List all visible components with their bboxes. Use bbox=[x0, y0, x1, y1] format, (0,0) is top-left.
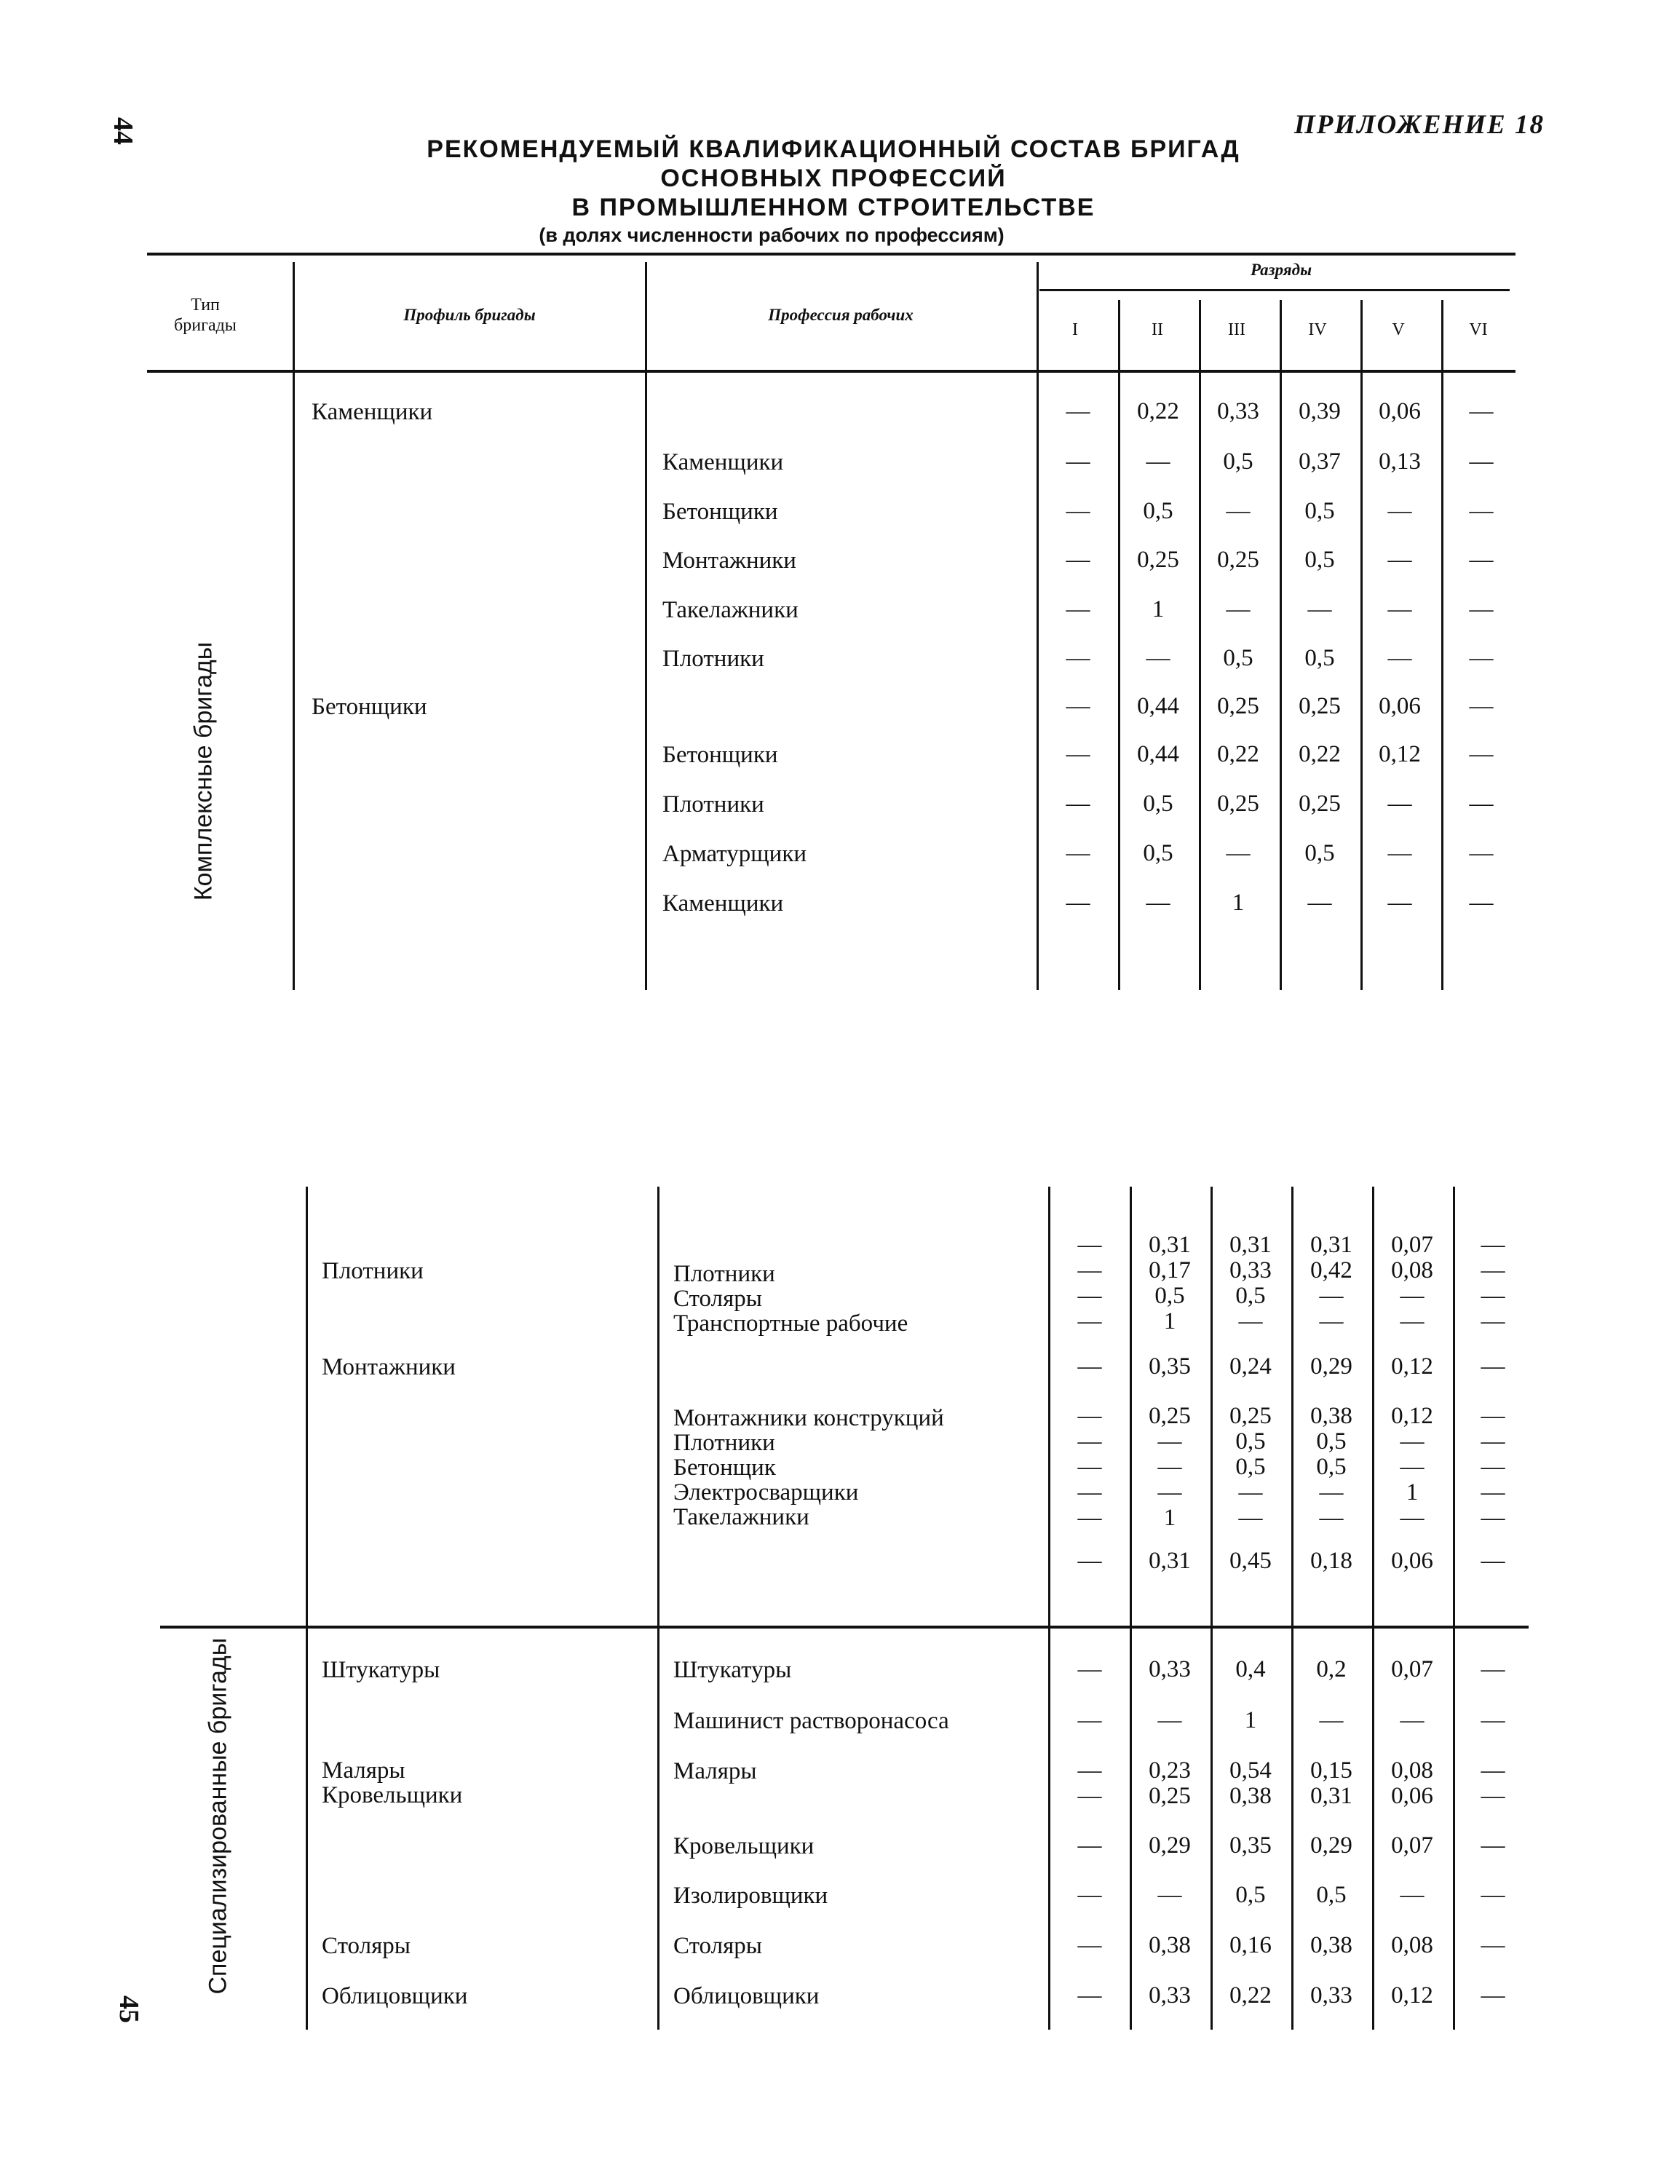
cell-grade-4: 0,5 bbox=[1316, 1882, 1347, 1908]
cell-grade-3: 0,45 bbox=[1229, 1548, 1272, 1574]
cell-value: 0,31 bbox=[1310, 1232, 1352, 1258]
list-item: Электросварщики bbox=[673, 1479, 859, 1506]
col-rule bbox=[657, 1187, 659, 2030]
cell-value: — bbox=[1481, 1428, 1505, 1455]
cell-grade-1: — bbox=[1077, 1832, 1102, 1859]
cell-grade-5: — bbox=[1387, 890, 1412, 916]
cell-value: — bbox=[1077, 1479, 1102, 1506]
list-item: Монтажники конструкций bbox=[673, 1405, 944, 1431]
cell-grade-6: — bbox=[1481, 1932, 1505, 1958]
col-rule bbox=[293, 262, 295, 990]
cell-grade-4: 0,39 bbox=[1299, 398, 1341, 424]
cell-value: 1 bbox=[1163, 1308, 1176, 1334]
cell-value: — bbox=[1157, 1428, 1182, 1455]
cell-grade-6 bbox=[1460, 1758, 1526, 1809]
cell-value: — bbox=[1077, 1308, 1102, 1334]
cell-value: 0,06 bbox=[1391, 1783, 1433, 1809]
cell-grade-5: 0,12 bbox=[1391, 1353, 1433, 1380]
cell-grade-5: — bbox=[1387, 645, 1412, 671]
cell-value: 0,31 bbox=[1229, 1232, 1272, 1258]
cell-grade-3: 0,33 bbox=[1217, 398, 1259, 424]
cell-value: 0,5 bbox=[1316, 1454, 1347, 1480]
cell-grade-3: 0,4 bbox=[1235, 1656, 1266, 1682]
cell-value: — bbox=[1077, 1428, 1102, 1455]
cell-grade-3: 0,22 bbox=[1217, 741, 1259, 767]
cell-grade-6 bbox=[1460, 1404, 1526, 1531]
cell-grade-6: — bbox=[1481, 1353, 1505, 1380]
title-line-1: РЕКОМЕНДУЕМЫЙ КВАЛИФИКАЦИОННЫЙ СОСТАВ БРИГАД bbox=[427, 135, 1240, 163]
header-grade-5: V bbox=[1392, 320, 1405, 339]
cell-value: 0,23 bbox=[1149, 1757, 1191, 1784]
cell-grade-2: — bbox=[1157, 1707, 1182, 1733]
table-row-profile: Штукатуры bbox=[322, 1657, 440, 1683]
cell-grade-4: 0,5 bbox=[1304, 840, 1335, 866]
cell-grade-5 bbox=[1379, 1233, 1445, 1334]
cell-grade-5: — bbox=[1400, 1882, 1425, 1908]
cell-grade-3: 0,35 bbox=[1229, 1832, 1272, 1859]
cell-grade-4: 0,33 bbox=[1310, 1982, 1352, 2009]
list-item: Маляры bbox=[322, 1757, 405, 1784]
cell-grade-2: 1 bbox=[1152, 596, 1165, 622]
page-number-top: 44 bbox=[108, 117, 138, 145]
cell-value: 0,12 bbox=[1391, 1403, 1433, 1429]
cell-grade-6: — bbox=[1481, 1982, 1505, 2009]
cell-grade-4: 0,5 bbox=[1304, 645, 1335, 671]
cell-value: 0,5 bbox=[1154, 1283, 1185, 1309]
cell-value: 0,38 bbox=[1229, 1783, 1272, 1809]
cell-value: 0,08 bbox=[1391, 1757, 1433, 1784]
grades-rule bbox=[1039, 289, 1510, 291]
cell-grade-6: — bbox=[1469, 448, 1494, 475]
cell-value: — bbox=[1077, 1257, 1102, 1283]
cell-grade-4: 0,22 bbox=[1299, 741, 1341, 767]
table-row-profession: Машинист растворонасоса bbox=[673, 1708, 949, 1734]
table-row-profile: Монтажники bbox=[322, 1354, 456, 1380]
title-line-3: В ПРОМЫШЛЕННОМ СТРОИТЕЛЬСТВЕ bbox=[571, 194, 1095, 221]
col-rule bbox=[1211, 1187, 1213, 2030]
cell-grade-4: 0,18 bbox=[1310, 1548, 1352, 1574]
header-type: Тип бригады bbox=[174, 296, 237, 335]
cell-grade-5: 0,06 bbox=[1391, 1548, 1433, 1574]
cell-value: — bbox=[1481, 1283, 1505, 1309]
cell-grade-5: 0,07 bbox=[1391, 1832, 1433, 1859]
cell-grade-4: 0,37 bbox=[1299, 448, 1341, 475]
cell-value: — bbox=[1157, 1479, 1182, 1506]
col-rule bbox=[1118, 300, 1120, 990]
cell-grade-3: 0,24 bbox=[1229, 1353, 1272, 1380]
cell-grade-2 bbox=[1137, 1404, 1202, 1531]
cell-grade-4: 0,5 bbox=[1304, 547, 1335, 573]
cell-value: 0,54 bbox=[1229, 1757, 1272, 1784]
table-row-profession: Плотники bbox=[662, 646, 764, 672]
cell-grade-2: 0,25 bbox=[1137, 547, 1179, 573]
cell-grade-3: — bbox=[1226, 840, 1251, 866]
cell-grade-4: 0,29 bbox=[1310, 1832, 1352, 1859]
cell-grade-4: 0,29 bbox=[1310, 1353, 1352, 1380]
table-row-profession: Облицовщики bbox=[673, 1983, 820, 2009]
col-rule bbox=[1291, 1187, 1293, 2030]
cell-value: 0,17 bbox=[1149, 1257, 1191, 1283]
cell-value: — bbox=[1077, 1505, 1102, 1531]
table-row-profession: Монтажники bbox=[662, 547, 796, 574]
cell-value: 0,42 bbox=[1310, 1257, 1352, 1283]
table-row-profile: Столяры bbox=[322, 1933, 411, 1959]
cell-grade-1: — bbox=[1066, 693, 1090, 719]
cell-grade-4: — bbox=[1307, 890, 1332, 916]
profession-stack bbox=[673, 1262, 908, 1336]
cell-grade-1: — bbox=[1066, 547, 1090, 573]
cell-grade-4 bbox=[1299, 1758, 1364, 1809]
cell-value: — bbox=[1481, 1757, 1505, 1784]
cell-value: 0,08 bbox=[1391, 1257, 1433, 1283]
cell-grade-3 bbox=[1218, 1758, 1283, 1809]
col-rule bbox=[1372, 1187, 1374, 2030]
cell-grade-2: 0,35 bbox=[1149, 1353, 1191, 1380]
page-subtitle: (в долях численности рабочих по профессиям) bbox=[539, 224, 1005, 246]
col-rule bbox=[1199, 300, 1201, 990]
cell-grade-1: — bbox=[1077, 1548, 1102, 1574]
cell-value: — bbox=[1077, 1757, 1102, 1784]
col-rule bbox=[1441, 300, 1443, 990]
cell-grade-5: 0,06 bbox=[1379, 398, 1421, 424]
list-item: Плотники bbox=[673, 1261, 775, 1287]
list-item: Столяры bbox=[673, 1286, 762, 1312]
cell-grade-2 bbox=[1137, 1233, 1202, 1334]
cell-grade-3: 0,25 bbox=[1217, 791, 1259, 817]
cell-grade-5: 0,06 bbox=[1379, 693, 1421, 719]
cell-value: — bbox=[1481, 1308, 1505, 1334]
cell-grade-3: 1 bbox=[1232, 890, 1245, 916]
cell-grade-1: — bbox=[1066, 890, 1090, 916]
cell-grade-3 bbox=[1218, 1404, 1283, 1531]
cell-grade-1 bbox=[1057, 1233, 1122, 1334]
cell-value: — bbox=[1400, 1283, 1425, 1309]
cell-grade-5: 0,12 bbox=[1391, 1982, 1433, 2009]
cell-grade-6: — bbox=[1481, 1548, 1505, 1574]
cell-value: 0,31 bbox=[1310, 1783, 1352, 1809]
cell-grade-5: 0,08 bbox=[1391, 1932, 1433, 1958]
cell-grade-1: — bbox=[1066, 791, 1090, 817]
cell-grade-5: — bbox=[1387, 791, 1412, 817]
cell-grade-1: — bbox=[1066, 398, 1090, 424]
cell-value: — bbox=[1077, 1283, 1102, 1309]
cell-grade-2: 0,5 bbox=[1143, 791, 1173, 817]
table-row-profession: Столяры bbox=[673, 1933, 762, 1959]
cell-value: — bbox=[1481, 1454, 1505, 1480]
cell-value: — bbox=[1077, 1403, 1102, 1429]
cell-grade-2: 0,44 bbox=[1137, 741, 1179, 767]
group-label-complex: Комплексные бригады bbox=[189, 641, 218, 901]
cell-value: 0,25 bbox=[1149, 1783, 1191, 1809]
cell-grade-2: 0,44 bbox=[1137, 693, 1179, 719]
header-profile: Профиль бригады bbox=[403, 306, 536, 324]
cell-value: — bbox=[1400, 1454, 1425, 1480]
cell-grade-5 bbox=[1379, 1758, 1445, 1809]
cell-value: — bbox=[1077, 1783, 1102, 1809]
page-number-bottom: 45 bbox=[114, 1995, 144, 2023]
cell-grade-2: — bbox=[1146, 448, 1170, 475]
cell-grade-3: — bbox=[1226, 498, 1251, 524]
cell-grade-1: — bbox=[1077, 1932, 1102, 1958]
table-row-profile: Плотники bbox=[322, 1258, 424, 1284]
header-bottom-rule bbox=[147, 370, 1515, 373]
cell-value: — bbox=[1400, 1308, 1425, 1334]
cell-grade-2: — bbox=[1146, 890, 1170, 916]
cell-grade-6: — bbox=[1469, 596, 1494, 622]
table-top-rule bbox=[147, 253, 1515, 256]
cell-grade-3: 0,5 bbox=[1235, 1882, 1266, 1908]
cell-grade-6 bbox=[1460, 1233, 1526, 1334]
header-grade-6: VI bbox=[1469, 320, 1488, 339]
cell-grade-1: — bbox=[1066, 645, 1090, 671]
cell-grade-5: 0,07 bbox=[1391, 1656, 1433, 1682]
table-row-profile: Бетонщики bbox=[312, 694, 427, 720]
cell-value: 0,5 bbox=[1235, 1283, 1266, 1309]
table-row-profession: Кровельщики bbox=[673, 1833, 815, 1859]
cell-grade-3: 0,16 bbox=[1229, 1932, 1272, 1958]
cell-grade-4: 0,25 bbox=[1299, 693, 1341, 719]
cell-value: — bbox=[1238, 1505, 1263, 1531]
table-row-profession: Плотники bbox=[662, 791, 764, 818]
cell-grade-3: 0,22 bbox=[1229, 1982, 1272, 2009]
cell-grade-6: — bbox=[1469, 645, 1494, 671]
cell-grade-1: — bbox=[1077, 1707, 1102, 1733]
cell-grade-1: — bbox=[1077, 1656, 1102, 1682]
cell-value: 0,5 bbox=[1316, 1428, 1347, 1455]
cell-grade-3: 0,5 bbox=[1223, 645, 1253, 671]
cell-grade-2: 0,29 bbox=[1149, 1832, 1191, 1859]
cell-grade-5: — bbox=[1387, 547, 1412, 573]
cell-value: 1 bbox=[1163, 1505, 1176, 1531]
cell-grade-4: 0,25 bbox=[1299, 791, 1341, 817]
cell-grade-4: 0,38 bbox=[1310, 1932, 1352, 1958]
header-grades: Разряды bbox=[1250, 261, 1312, 279]
cell-grade-1: — bbox=[1066, 448, 1090, 475]
cell-value: 1 bbox=[1406, 1479, 1419, 1506]
col-rule bbox=[1130, 1187, 1132, 2030]
cell-grade-5: — bbox=[1387, 596, 1412, 622]
col-rule bbox=[1280, 300, 1282, 990]
cell-grade-1 bbox=[1057, 1404, 1122, 1531]
cell-value: — bbox=[1481, 1403, 1505, 1429]
appendix-label: ПРИЛОЖЕНИЕ 18 bbox=[1294, 110, 1545, 140]
cell-grade-2: 0,31 bbox=[1149, 1548, 1191, 1574]
cell-grade-2: — bbox=[1157, 1882, 1182, 1908]
cell-grade-3: 0,5 bbox=[1223, 448, 1253, 475]
profile-stack bbox=[322, 1758, 462, 1808]
list-item: Транспортные рабочие bbox=[673, 1310, 908, 1337]
table-row-profession: Арматурщики bbox=[662, 841, 807, 867]
cell-grade-3: — bbox=[1226, 596, 1251, 622]
list-item: Плотники bbox=[673, 1430, 775, 1456]
group-separator-rule bbox=[160, 1626, 1529, 1629]
cell-grade-2: 0,5 bbox=[1143, 840, 1173, 866]
cell-grade-1: — bbox=[1077, 1353, 1102, 1380]
cell-grade-1: — bbox=[1066, 596, 1090, 622]
table-row-profession: Такелажники bbox=[662, 597, 799, 623]
cell-grade-6: — bbox=[1469, 498, 1494, 524]
cell-grade-6: — bbox=[1481, 1656, 1505, 1682]
table-row-profession: Изолировщики bbox=[673, 1883, 828, 1909]
cell-value: — bbox=[1157, 1454, 1182, 1480]
col-rule bbox=[1453, 1187, 1455, 2030]
cell-grade-5 bbox=[1379, 1404, 1445, 1531]
cell-grade-6: — bbox=[1469, 890, 1494, 916]
cell-value: 0,5 bbox=[1235, 1428, 1266, 1455]
cell-grade-6: — bbox=[1469, 791, 1494, 817]
header-grade-1: I bbox=[1072, 320, 1078, 339]
cell-grade-5: — bbox=[1400, 1707, 1425, 1733]
page-title bbox=[349, 135, 1318, 222]
cell-grade-3: 0,25 bbox=[1217, 693, 1259, 719]
cell-grade-6: — bbox=[1481, 1832, 1505, 1859]
col-rule bbox=[306, 1187, 308, 2030]
cell-grade-6: — bbox=[1469, 398, 1494, 424]
header-grade-2: II bbox=[1152, 320, 1163, 339]
cell-grade-6: — bbox=[1469, 840, 1494, 866]
list-item: Кровельщики bbox=[322, 1782, 463, 1808]
cell-value: 0,33 bbox=[1229, 1257, 1272, 1283]
cell-value: — bbox=[1319, 1479, 1344, 1506]
cell-grade-6: — bbox=[1481, 1882, 1505, 1908]
table-row-profession: Бетонщики bbox=[662, 742, 778, 768]
cell-value: — bbox=[1077, 1454, 1102, 1480]
cell-value: 0,5 bbox=[1235, 1454, 1266, 1480]
list-item: Такелажники bbox=[673, 1504, 809, 1530]
table-row-profession: Каменщики bbox=[662, 890, 784, 917]
cell-value: 0,15 bbox=[1310, 1757, 1352, 1784]
group-label-special: Специализированные бригады bbox=[204, 1637, 232, 1995]
col-rule bbox=[1037, 262, 1039, 990]
cell-value: — bbox=[1319, 1505, 1344, 1531]
cell-grade-4 bbox=[1299, 1404, 1364, 1531]
cell-value: 0,38 bbox=[1310, 1403, 1352, 1429]
col-rule bbox=[1360, 300, 1363, 990]
cell-grade-2: 0,33 bbox=[1149, 1982, 1191, 2009]
cell-value: — bbox=[1238, 1479, 1263, 1506]
profession-stack bbox=[673, 1406, 944, 1530]
cell-value: — bbox=[1319, 1308, 1344, 1334]
cell-grade-6: — bbox=[1481, 1707, 1505, 1733]
table-row-profession: Маляры bbox=[673, 1758, 757, 1784]
list-item: Бетонщик bbox=[673, 1455, 776, 1481]
cell-grade-4: 0,5 bbox=[1304, 498, 1335, 524]
table-row-profession: Штукатуры bbox=[673, 1657, 792, 1683]
table-row-profile: Облицовщики bbox=[322, 1983, 468, 2009]
cell-grade-6: — bbox=[1469, 693, 1494, 719]
cell-value: 0,31 bbox=[1149, 1232, 1191, 1258]
cell-grade-5: 0,12 bbox=[1379, 741, 1421, 767]
cell-grade-1: — bbox=[1066, 840, 1090, 866]
cell-grade-4: 0,2 bbox=[1316, 1656, 1347, 1682]
cell-grade-4: — bbox=[1307, 596, 1332, 622]
cell-value: — bbox=[1238, 1308, 1263, 1334]
cell-grade-5: — bbox=[1387, 498, 1412, 524]
cell-value: 0,25 bbox=[1149, 1403, 1191, 1429]
cell-grade-6: — bbox=[1469, 547, 1494, 573]
cell-grade-5: — bbox=[1387, 840, 1412, 866]
header-grade-4: IV bbox=[1308, 320, 1327, 339]
col-rule bbox=[645, 262, 647, 990]
cell-value: — bbox=[1077, 1232, 1102, 1258]
table-row-profile: Каменщики bbox=[312, 399, 433, 425]
cell-value: — bbox=[1481, 1232, 1505, 1258]
table-row-profession: Бетонщики bbox=[662, 499, 778, 525]
cell-value: — bbox=[1319, 1283, 1344, 1309]
cell-value: 0,25 bbox=[1229, 1403, 1272, 1429]
cell-grade-1: — bbox=[1066, 741, 1090, 767]
header-profession: Профессия рабочих bbox=[768, 306, 914, 324]
cell-value: — bbox=[1481, 1257, 1505, 1283]
table-row-profession: Каменщики bbox=[662, 449, 784, 475]
cell-grade-1: — bbox=[1066, 498, 1090, 524]
cell-grade-2: 0,38 bbox=[1149, 1932, 1191, 1958]
cell-value: — bbox=[1400, 1505, 1425, 1531]
cell-grade-2: 0,5 bbox=[1143, 498, 1173, 524]
cell-value: 0,07 bbox=[1391, 1232, 1433, 1258]
cell-grade-2: 0,33 bbox=[1149, 1656, 1191, 1682]
title-line-2: ОСНОВНЫХ ПРОФЕССИЙ bbox=[660, 165, 1007, 192]
cell-grade-2 bbox=[1137, 1758, 1202, 1809]
cell-value: — bbox=[1400, 1428, 1425, 1455]
cell-grade-2: — bbox=[1146, 645, 1170, 671]
cell-grade-1: — bbox=[1077, 1982, 1102, 2009]
cell-grade-5: 0,13 bbox=[1379, 448, 1421, 475]
cell-grade-3: 0,25 bbox=[1217, 547, 1259, 573]
cell-grade-4 bbox=[1299, 1233, 1364, 1334]
cell-value: — bbox=[1481, 1505, 1505, 1531]
cell-grade-3 bbox=[1218, 1233, 1283, 1334]
cell-value: — bbox=[1481, 1783, 1505, 1809]
cell-value: — bbox=[1481, 1479, 1505, 1506]
cell-grade-4: — bbox=[1319, 1707, 1344, 1733]
cell-grade-2: 0,22 bbox=[1137, 398, 1179, 424]
cell-grade-1: — bbox=[1077, 1882, 1102, 1908]
col-rule bbox=[1048, 1187, 1050, 2030]
header-grade-3: III bbox=[1228, 320, 1245, 339]
cell-grade-6: — bbox=[1469, 741, 1494, 767]
cell-grade-1 bbox=[1057, 1758, 1122, 1809]
cell-grade-3: 1 bbox=[1244, 1707, 1257, 1733]
